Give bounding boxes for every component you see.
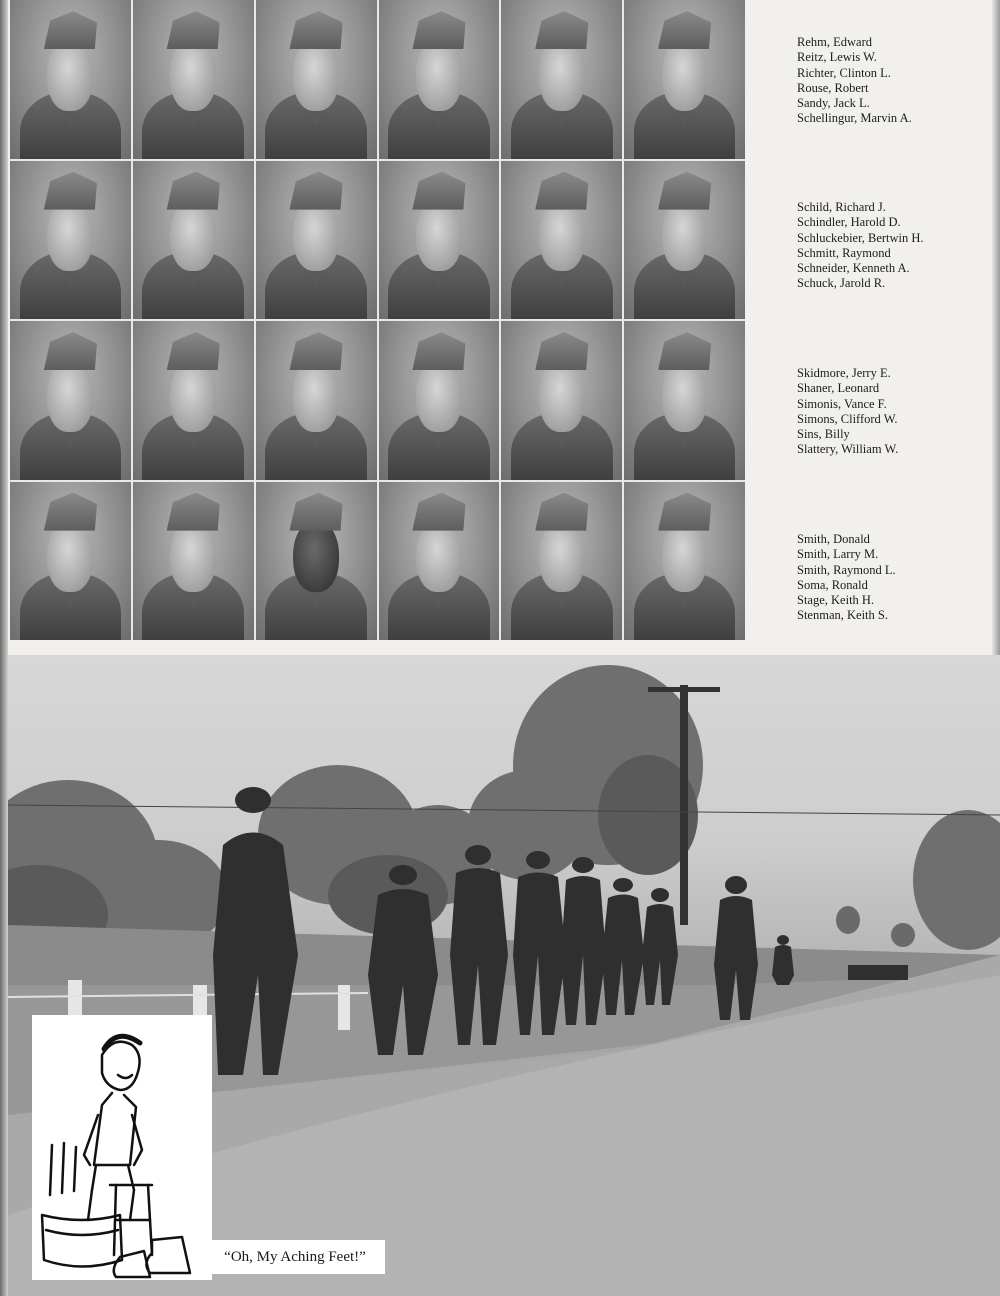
roster-name: Sandy, Jack L. (797, 96, 870, 111)
roster-name: Schuck, Jarold R. (797, 276, 886, 291)
roster-name: Smith, Larry M. (797, 547, 879, 562)
roster-name: Simons, Clifford W. (797, 411, 898, 426)
roster-name: Stage, Keith H. (797, 593, 875, 608)
roster-name: Rehm, Edward (797, 35, 872, 49)
portrait-photo (379, 161, 500, 320)
portrait-photo (10, 482, 131, 641)
portrait-photo (10, 161, 131, 320)
portrait-photo (256, 321, 377, 480)
roster-name: Reitz, Lewis W. (797, 50, 877, 65)
name-list-row-3 (797, 366, 997, 458)
portrait-photo (256, 161, 377, 320)
roster-name: Slattery, William W. (797, 442, 899, 457)
portrait-photo (501, 0, 622, 159)
portrait-photo (501, 161, 622, 320)
name-list-row-1 (797, 35, 997, 127)
page-edge-left (0, 0, 8, 1296)
roster-name: Sins, Billy (797, 427, 850, 442)
roster-name: Schmitt, Raymond (797, 245, 891, 260)
roster-name: Schellingur, Marvin A. (797, 111, 912, 126)
cartoon-soldier-soaking-feet (32, 1015, 212, 1280)
cartoon-caption: “Oh, My Aching Feet!” (205, 1240, 385, 1274)
roster-name: Richter, Clinton L. (797, 65, 891, 80)
roster-name: Stenman, Keith S. (797, 608, 888, 623)
portrait-photo (624, 0, 745, 159)
portrait-photo (133, 482, 254, 641)
roster-name: Schindler, Harold D. (797, 215, 901, 230)
portrait-photo (501, 482, 622, 641)
roster-name: Schneider, Kenneth A. (797, 261, 910, 276)
portrait-photo (133, 161, 254, 320)
roster-name: Skidmore, Jerry E. (797, 366, 891, 380)
name-list-row-2 (797, 200, 997, 292)
portrait-photo (624, 321, 745, 480)
roster-name: Shaner, Leonard (797, 381, 880, 396)
portrait-photo (379, 0, 500, 159)
portrait-photo (624, 161, 745, 320)
roster-name: Soma, Ronald (797, 577, 868, 592)
portrait-photo (256, 482, 377, 641)
roster-name: Smith, Donald (797, 532, 870, 546)
roster-name: Rouse, Robert (797, 80, 869, 95)
roster-name: Schluckebier, Bertwin H. (797, 230, 924, 245)
portrait-photo (133, 0, 254, 159)
name-list-row-4 (797, 532, 997, 624)
portrait-photo (133, 321, 254, 480)
portrait-photo (379, 321, 500, 480)
portrait-photo (10, 0, 131, 159)
cartoon-inset (32, 1015, 212, 1280)
portrait-grid (10, 0, 745, 640)
roster-name: Schild, Richard J. (797, 200, 886, 214)
portrait-photo (10, 321, 131, 480)
roster-name: Smith, Raymond L. (797, 562, 896, 577)
portrait-photo (501, 321, 622, 480)
portrait-photo (379, 482, 500, 641)
portrait-photo (624, 482, 745, 641)
portrait-photo (256, 0, 377, 159)
roster-name: Simonis, Vance F. (797, 396, 887, 411)
